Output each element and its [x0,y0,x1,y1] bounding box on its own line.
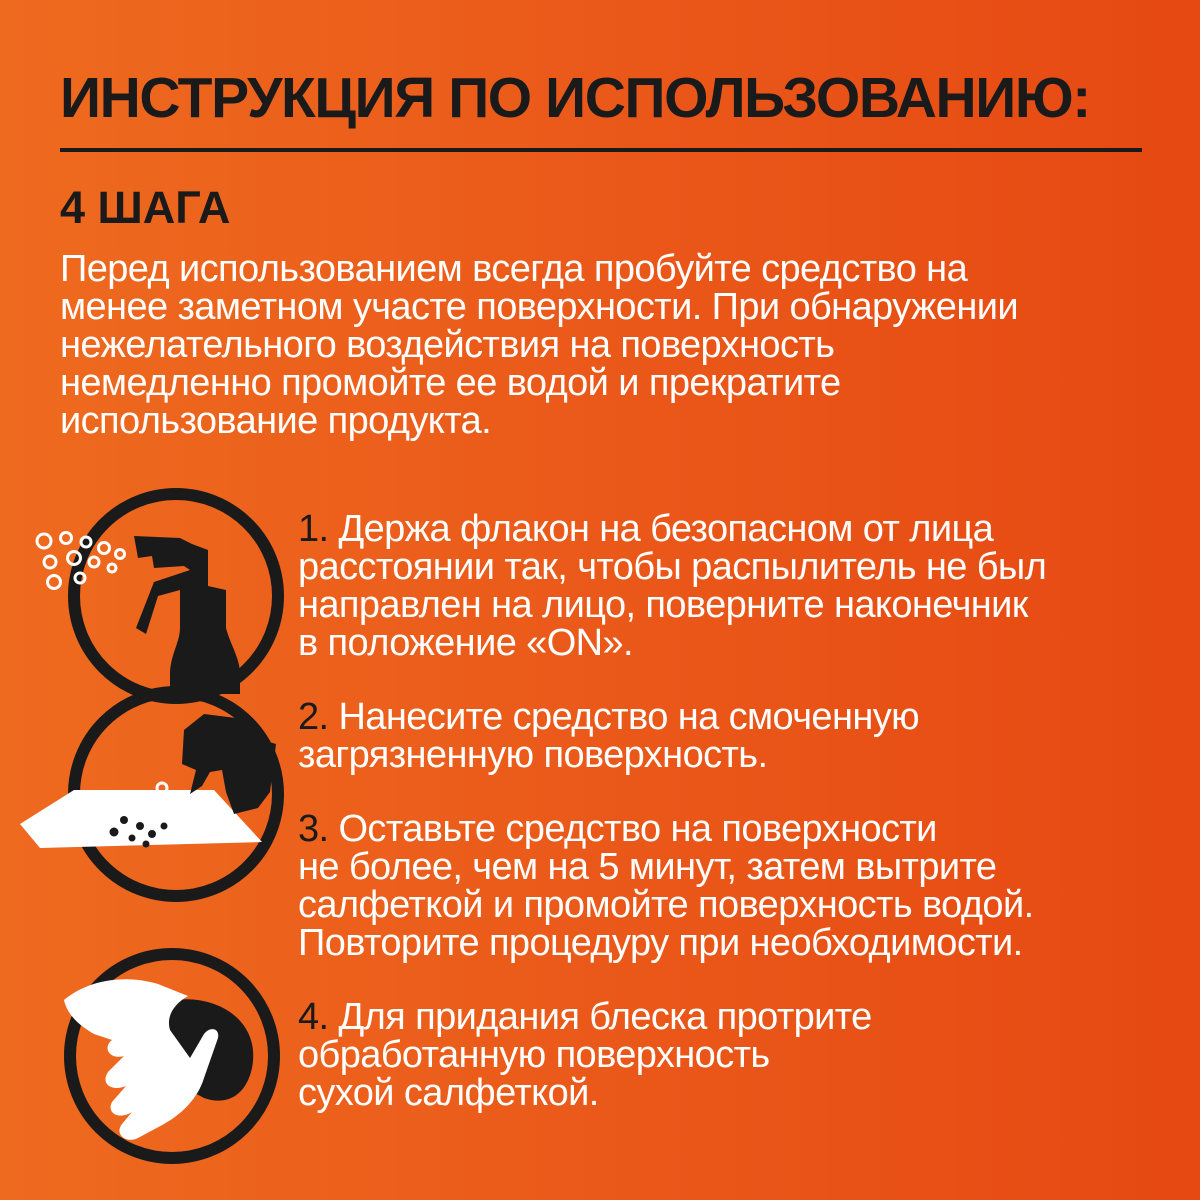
step-number: 2. [298,696,329,738]
step-line-first: Для придания блеска протрите [328,996,872,1038]
step-line-first: Оставьте средство на поверхности [328,808,937,850]
step-line: Повторите процедуру при необходимости. [298,922,1023,964]
step-line [298,510,1178,548]
intro-line: Перед использованием всегда пробуйте средство на [60,248,968,290]
page-title: ИНСТРУКЦИЯ ПО ИСПОЛЬЗОВАНИЮ: [60,66,1090,130]
step-line: сухой салфеткой. [298,1072,599,1114]
step-1-text [298,510,1178,662]
step-number: 1. [298,508,329,550]
step-line [298,998,1178,1036]
intro-warning [60,250,1160,440]
step-number: 4. [298,996,329,1038]
hand-wipe-icon [54,938,290,1174]
step-line: направлен на лицо, поверните наконечник [298,584,1028,626]
step-line-first: Нанесите средство на смоченную [328,696,920,738]
step-4-text [298,998,1178,1112]
spray-surface-icon [14,674,290,914]
title-divider [60,148,1142,152]
intro-line: нежелательного воздействия на поверхность [60,324,835,366]
step-line: обработанную поверхность [298,1034,770,1076]
step-number: 3. [298,808,329,850]
step-3-text [298,810,1178,962]
step-2-text [298,698,1178,774]
steps-count-heading: 4 ШАГА [60,182,231,233]
intro-line: немедленно промойте ее водой и прекратите [60,362,841,404]
step-line: не более, чем на 5 минут, затем вытрите [298,846,997,888]
intro-line: менее заметном участе поверхности. При обнаружении [60,286,1018,328]
step-line-first: Держа флакон на безопасном от лица [328,508,994,550]
step-line: загрязненную поверхность. [298,734,768,776]
step-line: расстоянии так, чтобы распылитель не был [298,546,1047,588]
step-line: салфеткой и промойте поверхность водой. [298,884,1034,926]
step-line [298,698,1178,736]
intro-line: использование продукта. [60,400,492,442]
step-line: в положение «ON». [298,622,634,664]
step-line [298,810,1178,848]
